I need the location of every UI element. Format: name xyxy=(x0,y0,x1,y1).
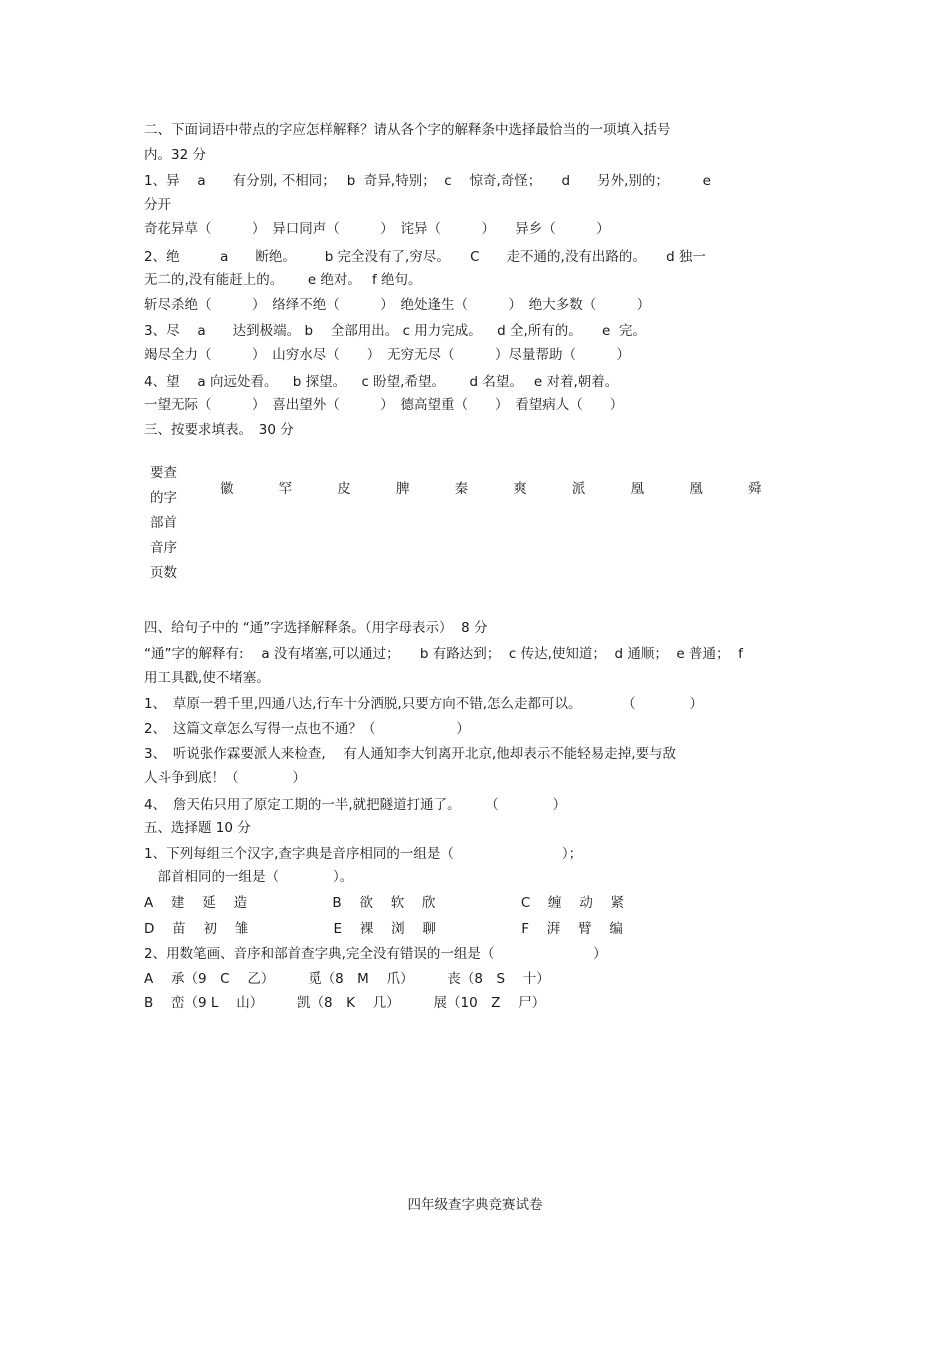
table-header-line: 的字 xyxy=(150,490,177,506)
tong-definitions: “通”字的解释有: a 没有堵塞,可以通过； b 有路达到； c 传达,使知道； d 通顺； e 普通； f xyxy=(144,646,743,662)
table-char: 罕 xyxy=(278,481,293,497)
q4-words: 一望无际（ ） 喜出望外（ ） 德高望重（ ） 看望病人（ ） xyxy=(144,397,624,413)
choice-q1-cont: 部首相同的一组是（ ）。 xyxy=(144,869,354,885)
table-char: 凰 xyxy=(630,481,645,497)
section-two-instruction-1: 二、下面词语中带点的字应怎样解释？请从各个字的解释条中选择最恰当的一项填入括号 xyxy=(144,122,671,138)
q2-definitions-cont: 无二的,没有能赶上的。 e 绝对。 f 绝句。 xyxy=(144,272,422,288)
table-header-line: 要查 xyxy=(150,465,177,481)
table-char: 爽 xyxy=(513,481,527,497)
q2-definitions: 2、绝 a 断绝。 b 完全没有了,穷尽。 C 走不通的,没有出路的。 d 独一 xyxy=(144,249,706,265)
section-two-instruction-2: 内。32 分 xyxy=(144,147,206,163)
q1-words: 奇花异草（ ） 异口同声（ ） 诧异（ ） 异乡（ ） xyxy=(144,221,610,237)
table-char: 脾 xyxy=(395,481,410,497)
sentence-1: 1、 草原一碧千里,四通八达,行车十分洒脱,只要方向不错,怎么走都可以。 （ ） xyxy=(144,696,704,712)
sentence-3: 3、 听说张作霖要派人来检查, 有人通知李大钊离开北京,他却表示不能轻易走掉,要与敌 xyxy=(144,746,677,762)
tong-definitions-cont: 用工具戳,使不堵塞。 xyxy=(144,670,270,686)
sentence-2: 2、 这篇文章怎么写得一点也不通？（ ） xyxy=(144,721,470,737)
q1-definitions-cont: 分开 xyxy=(144,197,171,213)
q2-words: 斩尽杀绝（ ） 络绎不绝（ ） 绝处逢生（ ） 绝大多数（ ） xyxy=(144,297,651,313)
table-char: 皮 xyxy=(337,481,351,497)
table-char: 派 xyxy=(571,481,586,497)
table-header-cell xyxy=(144,461,197,586)
table-char: 徽 xyxy=(219,481,234,497)
sentence-3-cont: 人斗争到底！（ ） xyxy=(144,770,306,786)
exam-title-footer: 四年级查字典竞赛试卷 xyxy=(407,1197,543,1213)
q3-words: 竭尽全力（ ） 山穷水尽（ ） 无穷无尽（ ）尽量帮助（ ） xyxy=(144,347,630,363)
choice-q2-option-a: A 承（9 C 乙） 觅（8 M 爪） 丧（8 S 十） xyxy=(144,971,550,987)
table-char: 凰 xyxy=(689,481,703,497)
table-row xyxy=(144,461,784,586)
table-char: 秦 xyxy=(454,481,469,497)
table-header-line: 页数 xyxy=(150,565,177,581)
q4-definitions: 4、望 a 向远处看。 b 探望。 c 盼望,希望。 d 名望。 e 对着,朝着。 xyxy=(144,374,619,390)
lookup-table xyxy=(144,461,784,586)
choice-options-def: D 苗 初 雏 E 裸 浏 聊 F 湃 臂 编 xyxy=(144,921,623,937)
sentence-4: 4、 詹天佑只用了原定工期的一半,就把隧道打通了。 （ ） xyxy=(144,797,567,813)
choice-options-abc: A 建 延 造 B 欲 软 欣 C 缠 动 紧 xyxy=(144,895,625,911)
section-three-title: 三、按要求填表。 30 分 xyxy=(144,422,294,438)
choice-q1: 1、下列每组三个汉字,查字典是音序相同的一组是（ ）； xyxy=(144,846,583,862)
section-five-title: 五、选择题 10 分 xyxy=(144,820,251,836)
table-header-line: 部首 xyxy=(150,515,177,531)
q1-definitions: 1、异 a 有分别, 不相同； b 奇异,特别； c 惊奇,奇怪； d 另外,别的； e xyxy=(144,173,711,189)
table-header-line: 音序 xyxy=(150,540,177,556)
table-char: 舜 xyxy=(747,481,762,497)
section-four-title: 四、给句子中的 “通”字选择解释条。（用字母表示） 8 分 xyxy=(144,620,488,636)
choice-q2: 2、用数笔画、音序和部首查字典,完全没有错误的一组是（ ） xyxy=(144,946,607,962)
q3-definitions: 3、尽 a 达到极端。 b 全部用出。 c 用力完成。 d 全,所有的。 e 完。 xyxy=(144,323,646,339)
choice-q2-option-b: B 峦（9 L 山） 凯（8 K 几） 展（10 Z 尸） xyxy=(144,995,546,1011)
